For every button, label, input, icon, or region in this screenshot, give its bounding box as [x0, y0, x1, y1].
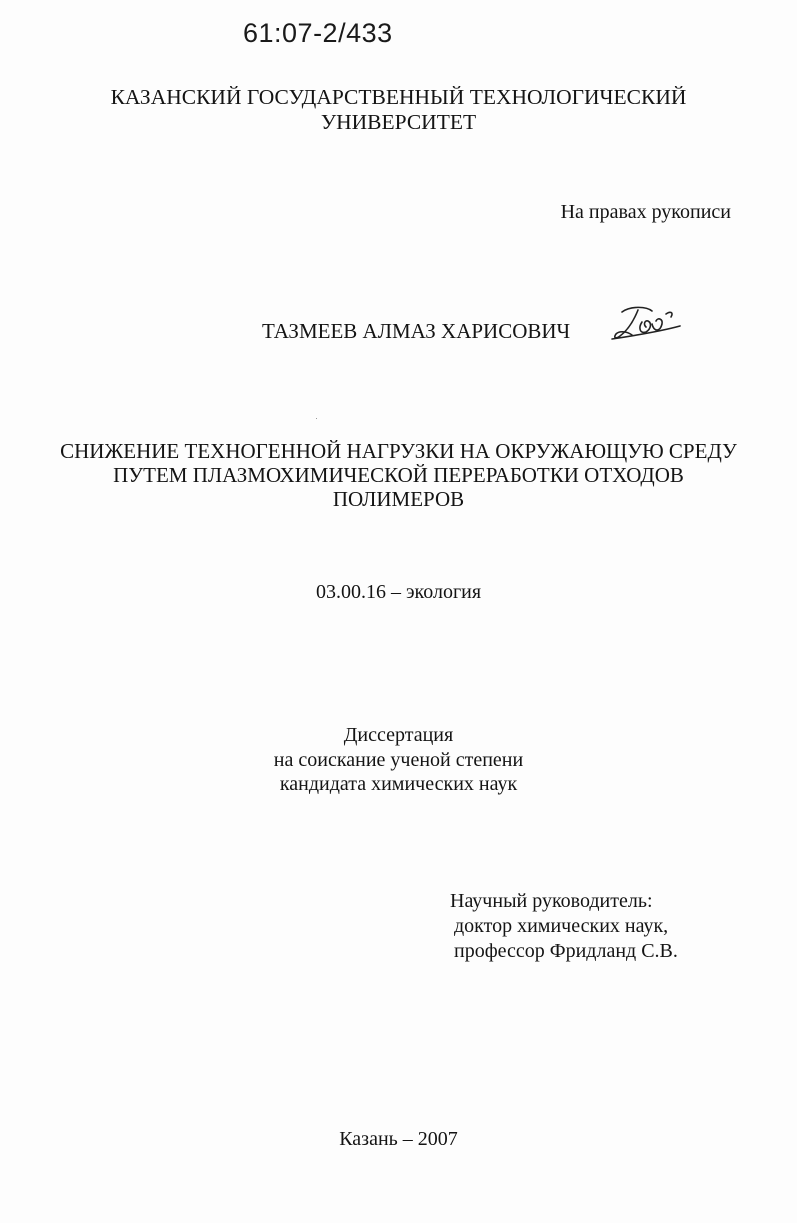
archive-code-stamp: 61:07-2/433 [243, 18, 393, 48]
degree-statement-line-3: кандидата химических наук [279, 773, 518, 795]
dissertation-title-line-2: ПУТЕМ ПЛАЗМОХИМИЧЕСКОЙ ПЕРЕРАБОТКИ ОТХОДОВ [113, 463, 684, 487]
place-and-year: Казань – 2007 [339, 1128, 458, 1150]
signature-icon [608, 302, 684, 346]
supervisor-block [450, 889, 678, 964]
supervisor-heading: Научный руководитель: [450, 890, 653, 912]
dissertation-title-line-1: СНИЖЕНИЕ ТЕХНОГЕННОЙ НАГРУЗКИ НА ОКРУЖАЮЩУЮ СРЕДУ [60, 439, 737, 463]
specialty-code: 03.00.16 – экология [315, 581, 482, 603]
degree-statement [0, 723, 797, 797]
supervisor-degree: доктор химических наук, [454, 915, 669, 937]
supervisor-name: профессор Фридланд С.В. [454, 940, 678, 962]
university-name-line-1: КАЗАНСКИЙ ГОСУДАРСТВЕННЫЙ ТЕХНОЛОГИЧЕСКИЙ [110, 85, 687, 109]
degree-statement-line-1: Диссертация [343, 724, 454, 746]
dissertation-title [0, 439, 797, 511]
university-name [0, 85, 797, 135]
dissertation-title-line-3: ПОЛИМЕРОВ [332, 487, 465, 511]
manuscript-rights-note: На правах рукописи [560, 201, 731, 223]
author-name: ТАЗМЕЕВ АЛМАЗ ХАРИСОВИЧ [262, 319, 571, 343]
degree-statement-line-2: на соискание ученой степени [273, 748, 524, 771]
university-name-line-2: УНИВЕРСИТЕТ [320, 110, 477, 134]
scan-speck [316, 418, 317, 419]
